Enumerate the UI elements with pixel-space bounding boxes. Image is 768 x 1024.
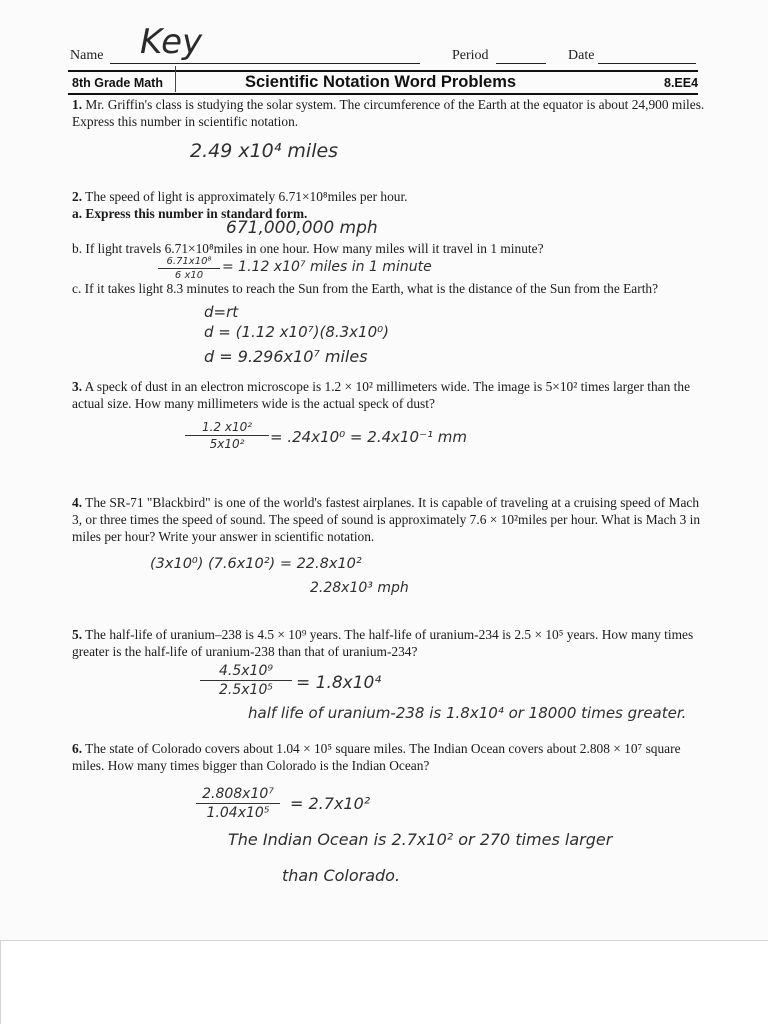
sentence-5: half life of uranium-238 is 1.8x10⁴ or 18000 times greater. xyxy=(248,704,687,722)
question-3 xyxy=(72,378,708,412)
answer-2a: 671,000,000 mph xyxy=(226,218,378,238)
sentence-6-line-2: than Colorado. xyxy=(282,866,401,885)
fraction-numerator: 2.808x10⁷ xyxy=(202,786,274,802)
work-4-line-2: 2.28x10³ mph xyxy=(310,580,409,596)
question-text: The half-life of uranium–238 is 4.5 × 10⁹ years. The half-life of uranium-234 is 2.5 × 10⁵ years. How many times greater is the half-life of uranium-238 than that of uranium-234? xyxy=(72,627,694,659)
question-number: 6. xyxy=(72,741,83,756)
work-2c-line-1: d=rt xyxy=(204,303,239,321)
part-a-text: a. Express this number in standard form. xyxy=(72,206,308,221)
question-6 xyxy=(72,740,708,774)
work-4-line-1: (3x10⁰) (7.6x10²) = 22.8x10² xyxy=(150,556,362,572)
question-number: 2. xyxy=(72,189,83,204)
question-5 xyxy=(72,626,708,660)
part-b-text: b. If light travels 6.71×10⁸miles in one hour. How many miles will it travel in 1 minute? xyxy=(72,241,544,256)
period-blank xyxy=(496,63,546,64)
answer-2b: = 1.12 x10⁷ miles in 1 minute xyxy=(222,259,432,275)
question-number: 1. xyxy=(72,97,83,112)
work-2c-line-2: d = (1.12 x10⁷)(8.3x10⁰) xyxy=(204,323,390,341)
fraction-5 xyxy=(200,663,292,698)
fraction-6 xyxy=(196,786,280,821)
question-2 xyxy=(72,188,708,205)
fraction-denominator: 2.5x10⁵ xyxy=(219,682,273,698)
answer-3: = .24x10⁰ = 2.4x10⁻¹ mm xyxy=(270,428,468,446)
fraction-bar xyxy=(196,803,280,804)
question-number: 3. xyxy=(72,379,83,394)
fraction-denominator: 5x10² xyxy=(209,437,245,451)
header-bottom-rule xyxy=(68,93,698,95)
question-text: A speck of dust in an electron microscope is 1.2 × 10² millimeters wide. The image is 5×10² times larger than the actual size. How many millimeters wide is the actual speck of dust? xyxy=(72,379,691,411)
question-text: The SR-71 "Blackbird" is one of the world's fastest airplanes. It is capable of traveling at a cruising speed of Mach 3, or three times the speed of sound. The speed of sound is approximately 7.6 × 10²miles per hour. What is Mach 3 in miles per hour? Write your answer in scientific notation. xyxy=(72,495,701,544)
answer-1: 2.49 x10⁴ miles xyxy=(190,140,339,162)
question-2b xyxy=(72,240,708,257)
fraction-numerator: 4.5x10⁹ xyxy=(219,663,273,679)
fraction-3 xyxy=(185,420,269,451)
sentence-6-line-1: The Indian Ocean is 2.7x10² or 270 times larger xyxy=(228,830,613,849)
handwritten-stroke xyxy=(175,66,176,92)
question-2c xyxy=(72,280,708,297)
fraction-bar xyxy=(158,268,220,269)
question-1 xyxy=(72,96,708,130)
name-value-handwritten: Key xyxy=(140,22,203,62)
part-c-text: c. If it takes light 8.3 minutes to reach the Sun from the Earth, what is the distance of the Sun from the Earth? xyxy=(72,281,659,296)
fraction-bar xyxy=(200,680,292,681)
question-2a xyxy=(72,205,708,222)
name-blank xyxy=(110,63,420,64)
work-2c-line-3: d = 9.296x10⁷ miles xyxy=(204,347,368,366)
question-number: 4. xyxy=(72,495,83,510)
question-4 xyxy=(72,494,708,545)
header-top-rule xyxy=(68,70,698,72)
date-label: Date xyxy=(568,48,595,63)
question-text: The state of Colorado covers about 1.04 × 10⁵ square miles. The Indian Ocean covers about 2.808 × 10⁷ square miles. How many times bigger than Colorado is the Indian Ocean? xyxy=(72,741,681,773)
fraction-bar xyxy=(185,435,269,436)
fraction-2b xyxy=(158,256,220,281)
question-text: The speed of light is approximately 6.71×10⁸miles per hour. xyxy=(85,189,408,204)
period-label: Period xyxy=(452,48,489,63)
standard-code: 8.EE4 xyxy=(664,76,699,90)
fraction-numerator: 1.2 x10² xyxy=(201,420,253,434)
question-number: 5. xyxy=(72,627,83,642)
scan-page-edge xyxy=(0,940,768,941)
answer-6: = 2.7x10² xyxy=(290,794,371,813)
page-title: Scientific Notation Word Problems xyxy=(245,73,517,91)
fraction-denominator: 6 x10 xyxy=(174,270,204,281)
name-label: Name xyxy=(70,48,104,63)
fraction-numerator: 6.71x10⁸ xyxy=(166,256,212,267)
fraction-denominator: 1.04x10⁵ xyxy=(206,805,270,821)
answer-5: = 1.8x10⁴ xyxy=(296,673,382,693)
question-text: Mr. Griffin's class is studying the solar system. The circumference of the Earth at the equator is about 24,900 miles. Express this number in scientific notation. xyxy=(72,97,705,129)
date-blank xyxy=(598,63,696,64)
scan-page-edge-left xyxy=(0,940,1,1024)
course-label: 8th Grade Math xyxy=(72,76,163,90)
